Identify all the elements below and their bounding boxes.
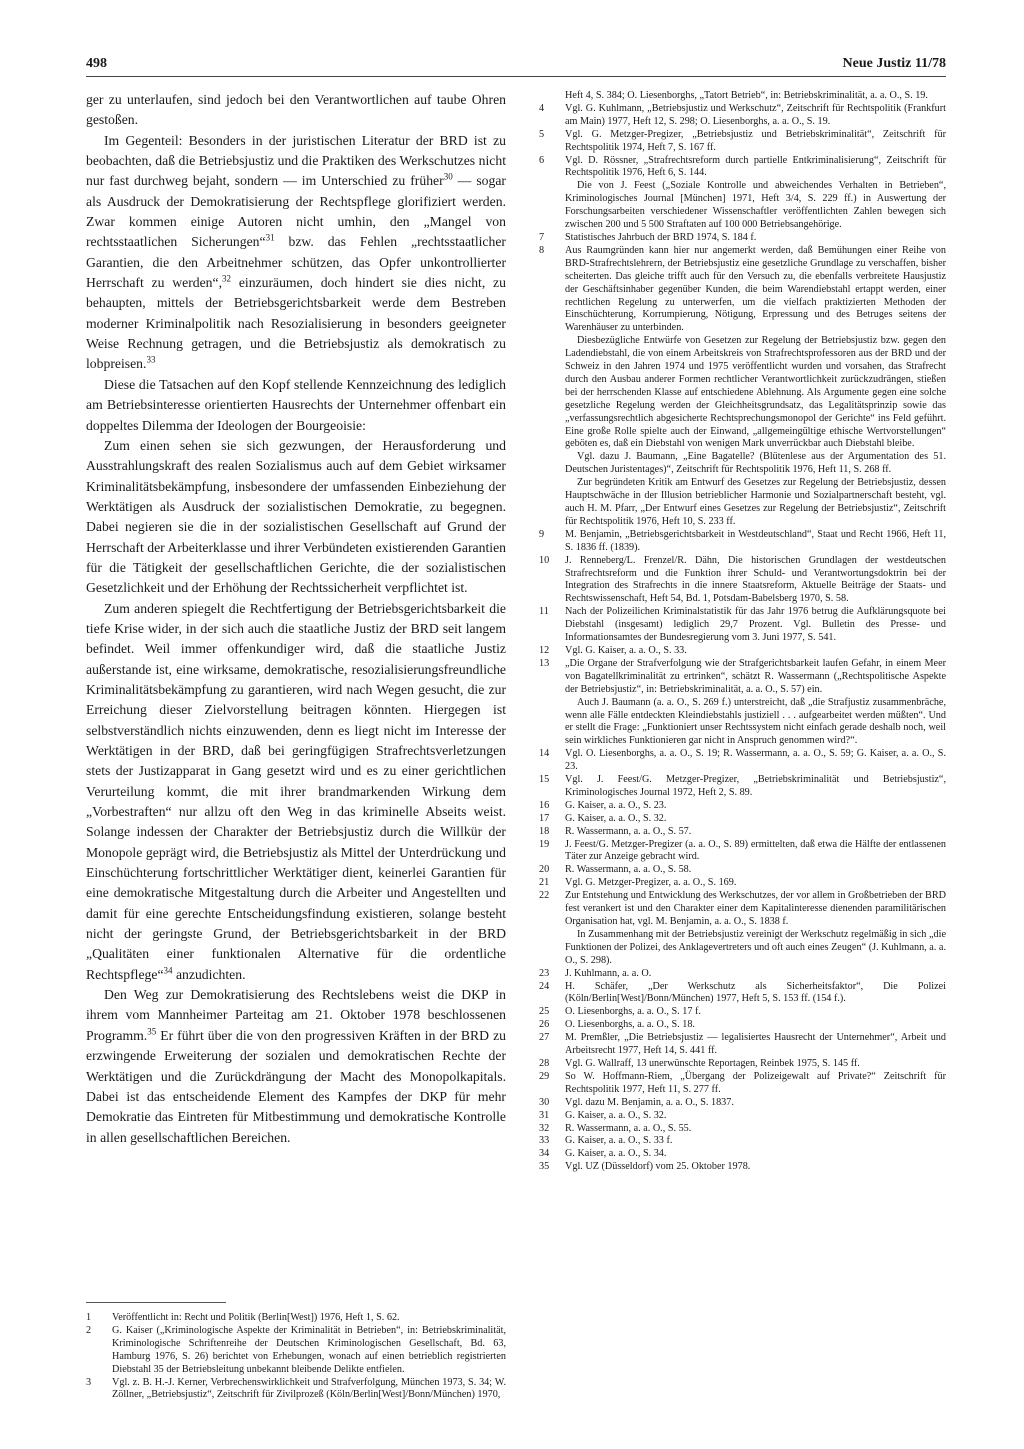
- footnote-text: So W. Hoffmann-Riem, „Übergang der Polizeigewalt auf Private?“ Zeitschrift für Rechtspolitik 1977, Heft 11, S. 277 ff.: [565, 1070, 946, 1095]
- footnote-text: Statistisches Jahrbuch der BRD 1974, S. 184 f.: [565, 231, 757, 243]
- footnote-item: [539, 90, 946, 103]
- body-text-run: Er führt über die von den progressiven Kräften in der BRD zu erzwingende Erweiterung der sozialen und demokratischen Rechte der Werktätigen und die Zurückdrängung der Macht des Monopolkapitals. Dabei ist das entscheidende Element des Kampfes der DKP für mehr Demokratie das Eintreten für Mitbestimmung und demokratische Kontrolle in allen gesellschaftlichen Bereichen.: [86, 1027, 506, 1145]
- footnote-item: [539, 529, 946, 555]
- footnote-item: [539, 1123, 946, 1136]
- footnotes-right: [539, 90, 946, 1430]
- footnote-number: 34: [539, 1148, 550, 1160]
- footnote-ref[interactable]: 35: [147, 1026, 157, 1037]
- footnote-text: Vgl. z. B. H.-J. Kerner, Verbrechenswirklichkeit und Strafverfolgung, München 1973, S. 34; W. Zöllner, „Betriebsjustiz“, Zeitschrift für Zivilprozeß (Köln/Berlin[West]/Bonn/München) 1970,: [112, 1376, 506, 1401]
- body-paragraph: ger zu unterlaufen, sind jedoch bei den Verantwortlichen auf taube Ohren gestoßen.: [86, 92, 506, 128]
- footnote-item: [539, 451, 946, 477]
- footnotes-left: [86, 1312, 506, 1432]
- footnote-text: Vgl. G. Wallraff, 13 unerwünschte Reportagen, Reinbek 1975, S. 145 ff.: [565, 1057, 860, 1069]
- header-rule: [86, 76, 946, 77]
- footnote-number: 18: [539, 825, 550, 837]
- footnote-text: H. Schäfer, „Der Werkschutz als Sicherheitsfaktor“, Die Polizei (Köln/Berlin[West]/Bonn/München) 1977, Heft 5, S. 153 ff. (154 f.).: [565, 980, 946, 1005]
- footnote-text: R. Wassermann, a. a. O., S. 57.: [565, 825, 692, 837]
- footnote-text: G. Kaiser, a. a. O., S. 33 f.: [565, 1135, 673, 1147]
- footnote-ref[interactable]: 31: [265, 232, 275, 243]
- footnote-number: 20: [539, 864, 550, 876]
- footnote-number: 1: [86, 1312, 92, 1323]
- footnote-number: 8: [539, 244, 545, 256]
- footnote-number: 7: [539, 231, 545, 243]
- footnote-text: Die von J. Feest („Soziale Kontrolle und abweichendes Verhalten in Betrieben“, Kriminologisches Journal [München] 1971, Heft 3/4, S. 229 ff.) in Auswertung der Forschungsarbeiten verschiedener Wissenschaftler veröffentlichten Zahlen bewegen sich zwischen 200 und 5 500 Straftaten auf 100 000 Betriebsangehörige.: [565, 180, 946, 231]
- footnote-item: [539, 697, 946, 749]
- body-text-run: einzuräumen, doch hindert sie dies nicht, zu behaupten, mittels der Betriebsgerichtsbarkeit werde dem Bestreben moderner Kriminalpolitik nach Resozialisierung in besonders geeigneter Weise Rechnung getragen, und die Betriebsjustiz als demokratisch zu lobpreisen.: [86, 275, 506, 372]
- footnote-item: [539, 658, 946, 697]
- body-paragraph: [86, 131, 506, 375]
- footnote-item: [539, 1019, 946, 1032]
- footnote-item: [539, 929, 946, 968]
- footnote-text: Vgl. dazu M. Benjamin, a. a. O., S. 1837.: [565, 1096, 734, 1108]
- footnote-text: M. Benjamin, „Betriebsgerichtsbarkeit in Westdeutschland“, Staat und Recht 1966, Heft 11, S. 1836 ff. (1839).: [565, 528, 946, 553]
- footnote-item: [539, 1071, 946, 1097]
- footnote-text: R. Wassermann, a. a. O., S. 55.: [565, 1122, 692, 1134]
- footnote-item: [539, 1032, 946, 1058]
- footnote-text: G. Kaiser („Kriminologische Aspekte der Kriminalität in Betrieben“, in: Betriebskriminalität, Kriminologische Schriftenreihe der Deutschen Kriminologischen Gesellschaft, Bd. 63, Hamburg 1976, S. 26) berichtet von Erhebungen, wonach auf einen betrieblich registrierten Diebstahl 35 der Betriebsleitung unbekannt bleibende Delikte entfielen.: [112, 1324, 506, 1375]
- footnote-item: [539, 245, 946, 335]
- footnote-text: In Zusammenhang mit der Betriebsjustiz vereinigt der Werkschutz regelmäßig in sich „die Funktionen der Polizei, des Anklagevertreters und oft auch eines Zeugen“ (J. Kuhlmann, a. a. O., S. 298).: [565, 928, 946, 966]
- footnote-item: [539, 813, 946, 826]
- body-text-run: bzw. das Fehlen „rechtsstaatlicher Garantien, die den Arbeitnehmer schützen, das Opfer unkontrollierter Herrschaft zu werden“,: [86, 234, 506, 291]
- footnote-text: Vgl. J. Feest/G. Metzger-Pregizer, „Betriebskriminalität und Betriebsjustiz“, Kriminologisches Journal 1972, Heft 2, S. 89.: [565, 774, 946, 798]
- footnote-text: Heft 4, S. 384; O. Liesenborghs, „Tatort Betrieb“, in: Betriebskriminalität, a. a. O., S. 19.: [565, 90, 928, 101]
- footnote-number: 12: [539, 644, 550, 656]
- footnote-text: R. Wassermann, a. a. O., S. 58.: [565, 864, 692, 876]
- footnote-text: J. Kuhlmann, a. a. O.: [565, 967, 652, 979]
- footnote-ref[interactable]: 30: [443, 171, 453, 182]
- body-paragraph: Diese die Tatsachen auf den Kopf stellende Kennzeichnung des lediglich am Betriebsinteresse orientierten Hausrechts der Unternehmer offenbart ein doppeltes Dilemma der Ideologen der Bourgeoisie:: [86, 376, 506, 433]
- footnote-item: [539, 555, 946, 607]
- footnote-item: [539, 129, 946, 155]
- footnote-number: 28: [539, 1057, 550, 1069]
- footnote-item: [86, 1312, 506, 1325]
- footnote-text: O. Liesenborghs, a. a. O., S. 18.: [565, 1019, 695, 1031]
- footnote-number: 21: [539, 877, 550, 889]
- footnote-text: J. Renneberg/L. Frenzel/R. Dähn, Die historischen Grundlagen der westdeutschen Strafrechtsreform und die Funktion ihrer Schuld- und Verantwortungsdoktrin bei der Integration des Strafrechts in die innere Staatsreform, Aktuelle Beiträge der Staats- und Rechtswissenschaft, Heft 54, Bd. 1, Potsdam-Babelsberg 1970, S. 58.: [565, 554, 946, 605]
- footnote-number: 5: [539, 128, 545, 140]
- footnote-item: [539, 864, 946, 877]
- footnote-text: Vgl. dazu J. Baumann, „Eine Bagatelle? (Blütenlese aus der Argumentation des 51. Deutschen Juristentages)“, Zeitschrift für Rechtspolitik 1976, Heft 11, S. 268 ff.: [565, 451, 946, 476]
- footnote-separator: [86, 1302, 226, 1303]
- footnote-ref[interactable]: 32: [222, 273, 232, 284]
- body-text-run: Zum anderen spiegelt die Rechtfertigung der Betriebsgerichtsbarkeit die tiefe Krise wider, in der sich auch die staatliche Justiz der BRD seit langem befindet. Weil immer offenkundiger wird, daß die staatliche Justiz außerstande ist, eine wirksame, demokratische, resozialisierungsfreundliche Kriminalitätsbekämpfung zu garantieren, wird nach Wegen gesucht, die zur Erreichung dieser Zielvorstellung beitragen könnten. Hiergegen ist selbstverständlich nichts einzuwenden, denn es liegt nicht im Interesse der Werktätigen in der BRD, daß bei geringfügigen Strafrechtsverletzungen stets der Justizapparat in Gang gesetzt wird und es zu einer gerichtlichen Verurteilung kommt, die mit ihrer brandmarkenden Wirkung dem „Vorbestraften“ nur allzu oft den Weg in das kriminelle Abseits weist. Solange indessen der Charakter der Betriebsjustiz durch die Willkür der Monopole geprägt wird, die Betriebsjustiz als Mittel der Unterdrückung und Einschüchterung fortschrittlicher Werktätiger dient, keinerlei Garantien für eine demokratische Mitgestaltung durch die Arbeiter und Angestellten und damit für eine gerechte Entscheidungsfindung existieren, solange besteht nicht der geringste Grund, der Betriebsgerichtsbarkeit in der BRD „Qualitäten einer funktionalen Alternative für die ordentliche Rechtspflege“: [86, 600, 506, 982]
- footnote-item: [539, 1110, 946, 1123]
- footnote-number: 4: [539, 102, 545, 114]
- footnote-text: Vgl. G. Metzger-Pregizer, a. a. O., S. 169.: [565, 877, 737, 889]
- footnote-ref[interactable]: 34: [163, 965, 173, 976]
- footnote-item: [539, 890, 946, 929]
- footnote-item: [539, 839, 946, 865]
- footnote-number: 25: [539, 1006, 550, 1018]
- footnote-item: [539, 606, 946, 645]
- body-paragraph: [86, 599, 506, 986]
- footnote-text: J. Feest/G. Metzger-Pregizer (a. a. O., S. 89) ermittelten, daß etwa die Hälfte der entlassenen Täter zur Anzeige gebracht wird.: [565, 838, 946, 863]
- footnote-item: [86, 1377, 506, 1403]
- footnote-number: 19: [539, 838, 550, 850]
- footnote-item: [539, 645, 946, 658]
- body-text-run: Den Weg zur Demokratisierung des Rechtslebens weist die DKP in ihrem vom Mannheimer Parteitag am 21. Oktober 1978 beschlossenen Programm.: [86, 987, 506, 1043]
- footnote-item: [539, 800, 946, 813]
- footnote-text: Veröffentlicht in: Recht und Politik (Berlin[West]) 1976, Heft 1, S. 62.: [112, 1312, 400, 1323]
- body-text-run: — sogar als Ausdruck der Demokratisierung der Rechtspflege glorifiziert werden. Zwar kommen einige Autoren nicht umhin, den „Mangel von rechtsstaatlichen Sicherungen“: [86, 173, 506, 250]
- footnote-number: 2: [86, 1324, 92, 1336]
- footnote-text: M. Premßler, „Die Betriebsjustiz — legalisiertes Hausrecht der Unternehmer“, Arbeit und Arbeitsrecht 1977, Heft 14, S. 441 ff.: [565, 1032, 946, 1057]
- footnote-text: Vgl. G. Kaiser, a. a. O., S. 33.: [565, 644, 687, 656]
- body-paragraph: [86, 985, 506, 1148]
- footnote-item: [539, 1161, 946, 1174]
- footnote-number: 13: [539, 657, 550, 669]
- body-text-column: [86, 90, 506, 1295]
- footnote-number: 35: [539, 1161, 550, 1173]
- footnote-item: [539, 1058, 946, 1071]
- footnote-text: O. Liesenborghs, a. a. O., S. 17 f.: [565, 1006, 701, 1018]
- footnote-text: Vgl. O. Liesenborghs, a. a. O., S. 19; R. Wassermann, a. a. O., S. 59; G. Kaiser, a. a. O., S. 23.: [565, 748, 946, 773]
- footnote-number: 11: [539, 606, 549, 618]
- footnote-item: [539, 155, 946, 181]
- body-paragraph: Zum einen sehen sie sich gezwungen, der Herausforderung und Ausstrahlungskraft des realen Sozialismus auch auf dem Gebiet wirksamer Kriminalitätsbekämpfung, insbesondere der umfassenden Einbeziehung der Werktätigen als Ausdruck der sozialistischen Demokratie, zu begegnen. Dabei negieren sie die in der sozialistischen Gesellschaft auf Grund der Herrschaft der Arbeiterklasse und ihrer Verbündeten existierenden Garantien für die Tätigkeit der gesellschaftlichen Gerichte, die der sozialistischen Gesetzlichkeit und der Erhöhung der Rechtssicherheit verpflichtet ist.: [86, 437, 506, 596]
- footnote-text: Zur Entstehung und Entwicklung des Werkschutzes, der vor allem in Großbetrieben der BRD fest verankert ist und den Charakter einer dem Kapitalinteresse dienenden paramilitärischen Organisation hat, vgl. M. Benjamin, a. a. O., S. 1838 f.: [565, 890, 946, 927]
- footnote-text: „Die Organe der Strafverfolgung wie der Strafgerichtsbarkeit laufen Gefahr, in einem Meer von Bagatellkriminalität zu ertrinken“, schätzt R. Wassermann („Rechtspolitische Aspekte der Betriebsjustiz“, in: Betriebskriminalität, a. a. O., S. 57) ein.: [565, 657, 946, 695]
- footnote-number: 32: [539, 1122, 550, 1134]
- footnote-text: Nach der Polizeilichen Kriminalstatistik für das Jahr 1976 betrug die Aufklärungsquote bei Diebstahl (insgesamt) lediglich 29,7 Prozent. Vgl. Bulletin des Presse- und Informationsamtes der Bundesregierung vom 3. Juni 1977, S. 541.: [565, 606, 946, 644]
- footnote-number: 30: [539, 1096, 550, 1108]
- footnote-item: [539, 968, 946, 981]
- footnote-text: Auch J. Baumann (a. a. O., S. 269 f.) unterstreicht, daß „die Strafjustiz zusammenbräche, wenn alle Fälle entdeckten Kleindiebstahls justiziell . . . aufgearbeitet werden müßten“. Und er stellt die Frage: „Funktioniert unser Rechtssystem nicht einfach gerade deshalb noch, weil sein wirkliches Funktionieren gar nicht in Anspruch genommen wird?“.: [565, 696, 946, 747]
- footnote-item: [539, 1097, 946, 1110]
- footnote-number: 27: [539, 1032, 550, 1044]
- page-number: 498: [86, 56, 107, 71]
- footnote-number: 16: [539, 799, 550, 811]
- footnote-number: 29: [539, 1070, 550, 1082]
- footnote-item: [539, 477, 946, 529]
- footnote-ref[interactable]: 33: [146, 354, 156, 365]
- footnote-number: 31: [539, 1109, 550, 1121]
- footnote-text: Zur begründeten Kritik am Entwurf des Gesetzes zur Regelung der Betriebsjustiz, dessen Hauptschwäche in der Illusion betrieblicher Harmonie und Sozialpartnerschaft besteht, vgl. auch H. M. Pfarr, „Der Entwurf eines Gesetzes zur Regelung der Betriebsjustiz“, Zeitschrift für Rechtspolitik 1976, Heft 10, S. 233 ff.: [565, 477, 946, 527]
- footnote-item: [539, 981, 946, 1007]
- footnote-item: [539, 826, 946, 839]
- footnote-number: 24: [539, 980, 550, 992]
- footnote-number: 3: [86, 1376, 92, 1388]
- footnote-number: 6: [539, 154, 545, 166]
- footnote-item: [539, 1148, 946, 1161]
- footnote-text: Aus Raumgründen kann hier nur angemerkt werden, daß Bemühungen einer Reihe von BRD-Strafrechtslehrern, der Betriebsjustiz eine gesetzliche Grundlage zu verschaffen, bisher scheiterten. Das gleiche trifft auch für den Versuch zu, die ebenfalls verbreitete Hausjustiz der Geschäftsinhaber gegenüber Kunden, die beim Warendiebstahl ertappt werden, einer rechtlichen Regelung zu unterwerfen, um die vielfach praktizierten Methoden der Einschüchterung, Korrumpierung, Nötigung, Erpressung und des Betruges seitens der Warenhäuser zu unterbinden.: [565, 244, 946, 334]
- footnote-text: Vgl. G. Metzger-Pregizer, „Betriebsjustiz und Betriebskriminalität“, Zeitschrift für Rechtspolitik 1974, Heft 7, S. 167 ff.: [565, 128, 946, 153]
- footnote-item: [539, 877, 946, 890]
- footnote-text: G. Kaiser, a. a. O., S. 32.: [565, 1109, 667, 1121]
- footnote-number: 26: [539, 1019, 550, 1031]
- footnote-item: [539, 103, 946, 129]
- footnote-text: G. Kaiser, a. a. O., S. 34.: [565, 1148, 667, 1160]
- body-text-run: anzudichten.: [172, 966, 246, 982]
- footnote-item: [539, 748, 946, 774]
- footnote-item: [539, 1135, 946, 1148]
- journal-issue: Neue Justiz 11/78: [842, 56, 946, 71]
- body-text-run: Im Gegenteil: Besonders in der juristischen Literatur der BRD ist zu beobachten, daß die Betriebsjustiz und die Praktiken des Werkschutzes nicht nur fast durchweg bejaht, sondern — im Unterschied zu früher: [86, 132, 506, 189]
- footnote-number: 10: [539, 554, 550, 566]
- footnote-item: [86, 1325, 506, 1377]
- footnote-item: [539, 180, 946, 232]
- footnote-text: Vgl. D. Rössner, „Strafrechtsreform durch partielle Entkriminalisierung“, Zeitschrift für Rechtspolitik 1976, Heft 6, S. 144.: [565, 154, 946, 179]
- footnote-text: G. Kaiser, a. a. O., S. 32.: [565, 812, 667, 824]
- footnote-number: 14: [539, 748, 550, 760]
- footnote-item: [539, 1006, 946, 1019]
- footnote-item: [539, 335, 946, 451]
- footnote-number: 17: [539, 812, 550, 824]
- footnote-text: Vgl. G. Kuhlmann, „Betriebsjustiz und Werkschutz“, Zeitschrift für Rechtspolitik (Frankfurt am Main) 1977, Heft 12, S. 298; O. Liesenborghs, a. a. O., S. 19.: [565, 102, 946, 127]
- footnote-number: 23: [539, 967, 550, 979]
- page-header: [86, 56, 946, 74]
- footnote-number: 15: [539, 774, 550, 786]
- footnote-text: Diesbezügliche Entwürfe von Gesetzen zur Regelung der Betriebsjustiz bzw. gegen den Ladendiebstahl, die von einem Arbeitskreis von Strafrechtsprofessoren aus der BRD und der Schweiz in den Jahren 1974 und 1975 veröffentlicht wurden und vorsahen, das Strafrecht durch den Ausbau anderer Formen rechtlicher Verantwortlichkeit zurückzudrängen, stießen bei der herrschenden Klasse auf entschiedene Ablehnung. Als Argumente gegen eine solche gesetzliche Regelung werden der Gleichheitsgrundsatz, das Legalitätsprinzip sowie das „verfassungsrechtlich abgesicherte Rechtsprechungsmonopol der Gerichte“ ins Feld geführt. Eine große Rolle spielte auch der Einwand, „allgemeingültige ethische Wertvorstellungen“ geböten es, daß ein Diebstahl von wenigen Mark unverrückbar auch Diebstahl bleibe.: [565, 335, 946, 450]
- footnote-number: 33: [539, 1135, 550, 1147]
- footnote-text: Vgl. UZ (Düsseldorf) vom 25. Oktober 1978.: [565, 1161, 751, 1173]
- footnote-item: [539, 774, 946, 800]
- footnote-number: 9: [539, 528, 545, 540]
- footnote-item: [539, 232, 946, 245]
- footnote-number: 22: [539, 890, 550, 902]
- footnote-text: G. Kaiser, a. a. O., S. 23.: [565, 799, 667, 811]
